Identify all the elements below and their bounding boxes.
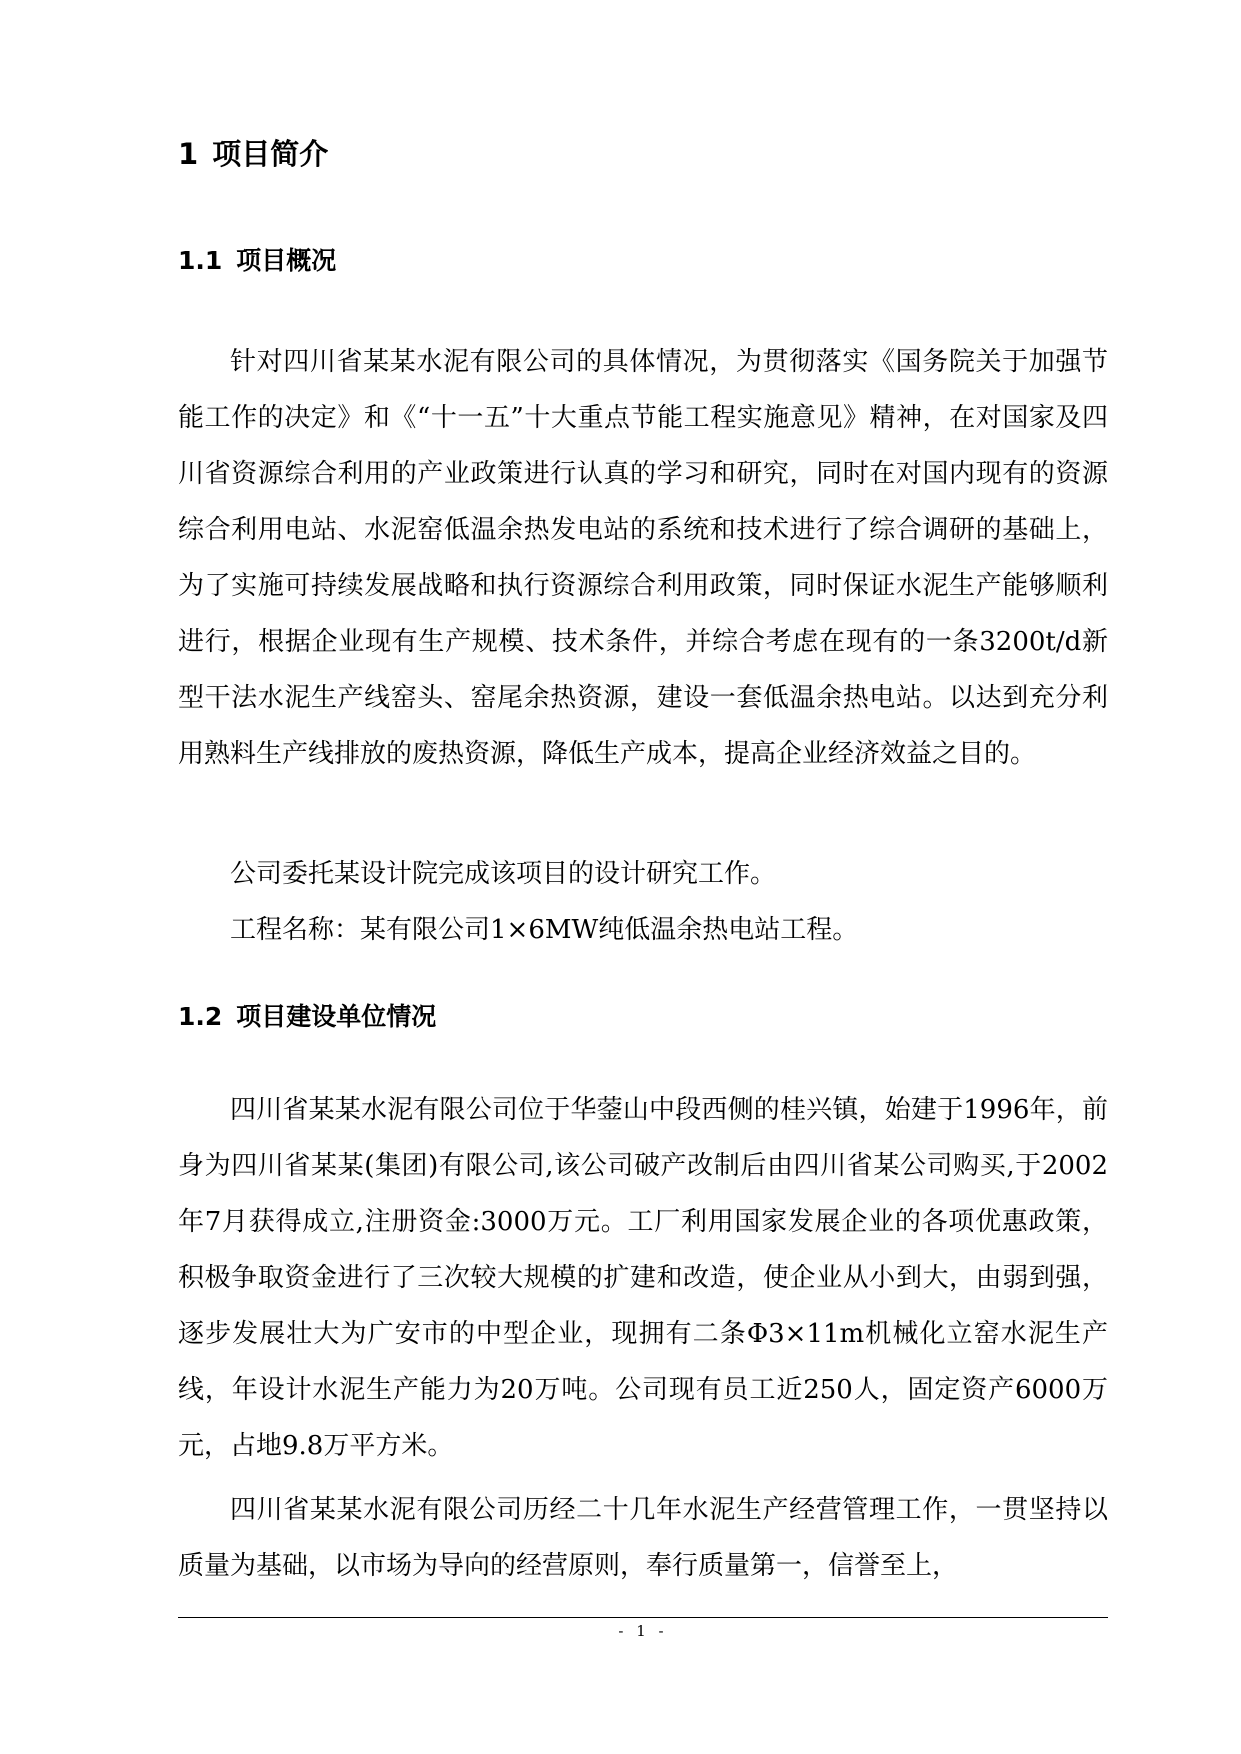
section-title: 项目建设单位情况 (236, 1002, 437, 1031)
section-title: 项目概况 (236, 246, 337, 275)
paragraph: 四川省某某水泥有限公司历经二十几年水泥生产经营管理工作，一贯坚持以质量为基础，以市场为导向的经营原则，奉行质量第一，信誉至上， (178, 1495, 1108, 1581)
section-number: 1 (178, 137, 199, 171)
paragraph: 公司委托某设计院完成该项目的设计研究工作。 (230, 859, 777, 889)
paragraph: 工程名称：某有限公司1×6MW纯低温余热电站工程。 (230, 915, 859, 945)
section-number: 1.1 (178, 246, 223, 275)
section-number: 1.2 (178, 1002, 223, 1031)
section-heading-1 (178, 137, 329, 171)
section-title: 项目简介 (212, 137, 329, 171)
footer-divider (178, 1617, 1108, 1618)
paragraph: 四川省某某水泥有限公司位于华蓥山中段西侧的桂兴镇，始建于1996年，前身为四川省某某(集团)有限公司,该公司破产改制后由四川省某公司购买,于2002年7月获得成立,注册资金:3000万元。工厂利用国家发展企业的各项优惠政策，积极争取资金进行了三次较大规模的扩建和改造，使企业从小到大，由弱到强，逐步发展壮大为广安市的中型企业，现拥有二条Φ3×11m机械化立窑水泥生产线，年设计水泥生产能力为20万吨。公司现有员工近250人，固定资产6000万元，占地9.8万平方米。 (178, 1095, 1108, 1461)
section-heading-1-1 (178, 248, 336, 273)
section-heading-1-2 (178, 1004, 436, 1029)
page-number: - 1 - (618, 1622, 668, 1640)
paragraph: 针对四川省某某水泥有限公司的具体情况，为贯彻落实《国务院关于加强节能工作的决定》和《“十一五”十大重点节能工程实施意见》精神，在对国家及四川省资源综合利用的产业政策进行认真的学习和研究，同时在对国内现有的资源综合利用电站、水泥窑低温余热发电站的系统和技术进行了综合调研的基础上，为了实施可持续发展战略和执行资源综合利用政策，同时保证水泥生产能够顺利进行，根据企业现有生产规模、技术条件，并综合考虑在现有的一条3200t/d新型干法水泥生产线窑头、窑尾余热资源，建设一套低温余热电站。以达到充分利用熟料生产线排放的废热资源，降低生产成本，提高企业经济效益之目的。 (178, 347, 1108, 769)
